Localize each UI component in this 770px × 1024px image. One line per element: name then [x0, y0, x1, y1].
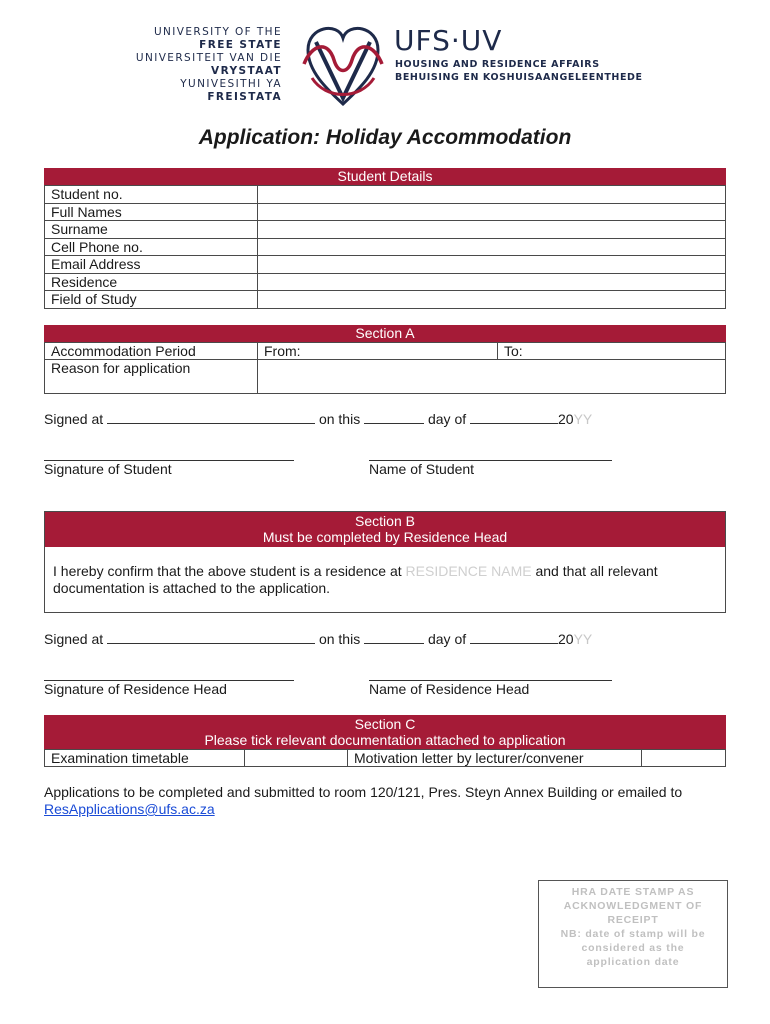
signed-at-row-head [44, 631, 592, 647]
table-row [45, 291, 726, 309]
day-field[interactable] [364, 632, 424, 644]
month-field[interactable] [470, 632, 558, 644]
university-line-2: FREE STATE [199, 39, 282, 51]
section-b-heading [45, 512, 725, 547]
year-placeholder[interactable]: YY [573, 631, 593, 647]
residence-confirmation-text [45, 547, 725, 597]
stamp-line: NB: date of stamp will be [560, 928, 706, 940]
signed-at-label: Signed at [44, 411, 104, 427]
from-date-field[interactable] [258, 343, 498, 360]
year-prefix: 20 [558, 411, 574, 427]
section-c-subtitle: Please tick relevant documentation attached to application [204, 732, 566, 748]
table-row [45, 203, 726, 221]
full-names-field[interactable] [258, 203, 726, 221]
university-line-5: YUNIVESITHI YA [180, 78, 282, 90]
university-line-3: UNIVERSITEIT VAN DIE [135, 52, 282, 64]
section-c-table [44, 749, 726, 767]
department-name [395, 58, 643, 84]
head-name-label: Name of Residence Head [369, 681, 530, 697]
department-en: HOUSING AND RESIDENCE AFFAIRS [395, 59, 600, 70]
brand-title: UFS·UV [394, 24, 503, 57]
table-row [45, 750, 726, 767]
signed-at-field[interactable] [107, 412, 315, 424]
student-no-field[interactable] [258, 186, 726, 204]
table-row [45, 221, 726, 239]
day-of-label: day of [427, 631, 467, 647]
email-link[interactable]: ResApplications@ufs.ac.za [44, 801, 215, 817]
field-label: Cell Phone no. [45, 238, 258, 256]
on-this-label: on this [318, 411, 361, 427]
table-row [45, 238, 726, 256]
university-line-4: VRYSTAAT [211, 65, 282, 77]
accommodation-period-label: Accommodation Period [45, 343, 258, 360]
cell-phone-field[interactable] [258, 238, 726, 256]
residence-field[interactable] [258, 273, 726, 291]
table-row [45, 360, 726, 394]
table-row [45, 343, 726, 360]
stamp-line: RECEIPT [607, 914, 659, 926]
university-names [120, 26, 282, 104]
student-details-heading: Student Details [44, 168, 726, 185]
table-row [45, 186, 726, 204]
day-field[interactable] [364, 412, 424, 424]
submission-text: Applications to be completed and submitted to room 120/121, Pres. Steyn Annex Building or emailed to [44, 784, 683, 800]
field-of-study-field[interactable] [258, 291, 726, 309]
motivation-letter-tick-box[interactable] [642, 750, 726, 767]
section-a-table [44, 342, 726, 394]
year-placeholder[interactable]: YY [573, 411, 593, 427]
stamp-line: ACKNOWLEDGMENT OF [563, 900, 703, 912]
field-label: Surname [45, 221, 258, 239]
section-c-heading [44, 715, 726, 749]
residence-name-placeholder[interactable]: RESIDENCE NAME [405, 563, 532, 579]
confirmation-text-end: and that all relevant documentation is attached to the application. [53, 563, 658, 596]
ufs-emblem-icon [298, 20, 388, 108]
submission-instructions [44, 784, 724, 818]
surname-field[interactable] [258, 221, 726, 239]
table-row [45, 256, 726, 274]
on-this-label: on this [318, 631, 361, 647]
letterhead [0, 18, 770, 110]
exam-timetable-tick-box[interactable] [245, 750, 348, 767]
field-label: Full Names [45, 203, 258, 221]
stamp-line: application date [586, 956, 680, 968]
field-label: Student no. [45, 186, 258, 204]
signed-at-label: Signed at [44, 631, 104, 647]
from-label: From: [264, 343, 301, 359]
reason-label: Reason for application [45, 360, 258, 394]
exam-timetable-label: Examination timetable [45, 750, 245, 767]
date-stamp-box [538, 880, 728, 988]
field-label: Residence [45, 273, 258, 291]
motivation-letter-label: Motivation letter by lecturer/convener [348, 750, 642, 767]
section-b-subtitle: Must be completed by Residence Head [262, 529, 508, 545]
to-date-field[interactable] [498, 343, 726, 360]
confirmation-text-start: I hereby confirm that the above student is a residence at [53, 563, 406, 579]
department-af: BEHUISING EN KOSHUISAANGELEENTHEDE [395, 72, 643, 83]
day-of-label: day of [427, 411, 467, 427]
university-line-6: FREISTATA [207, 91, 282, 103]
signed-at-field[interactable] [107, 632, 315, 644]
section-b-title: Section B [355, 513, 415, 529]
section-a-heading: Section A [44, 325, 726, 342]
email-field[interactable] [258, 256, 726, 274]
table-row [45, 273, 726, 291]
section-c-title: Section C [354, 716, 416, 732]
student-signature-label: Signature of Student [44, 461, 172, 477]
page-title: Application: Holiday Accommodation [198, 126, 572, 149]
to-label: To: [504, 343, 523, 359]
student-name-label: Name of Student [369, 461, 475, 477]
student-details-table [44, 185, 726, 309]
signed-at-row-student [44, 411, 592, 427]
reason-field[interactable] [258, 360, 726, 394]
stamp-line: considered as the [581, 942, 685, 954]
field-label: Email Address [45, 256, 258, 274]
head-signature-label: Signature of Residence Head [44, 681, 227, 697]
stamp-line: HRA DATE STAMP AS [571, 886, 695, 898]
section-b-box [44, 511, 726, 613]
month-field[interactable] [470, 412, 558, 424]
field-label: Field of Study [45, 291, 258, 309]
university-line-1: UNIVERSITY OF THE [153, 26, 282, 38]
year-prefix: 20 [558, 631, 574, 647]
